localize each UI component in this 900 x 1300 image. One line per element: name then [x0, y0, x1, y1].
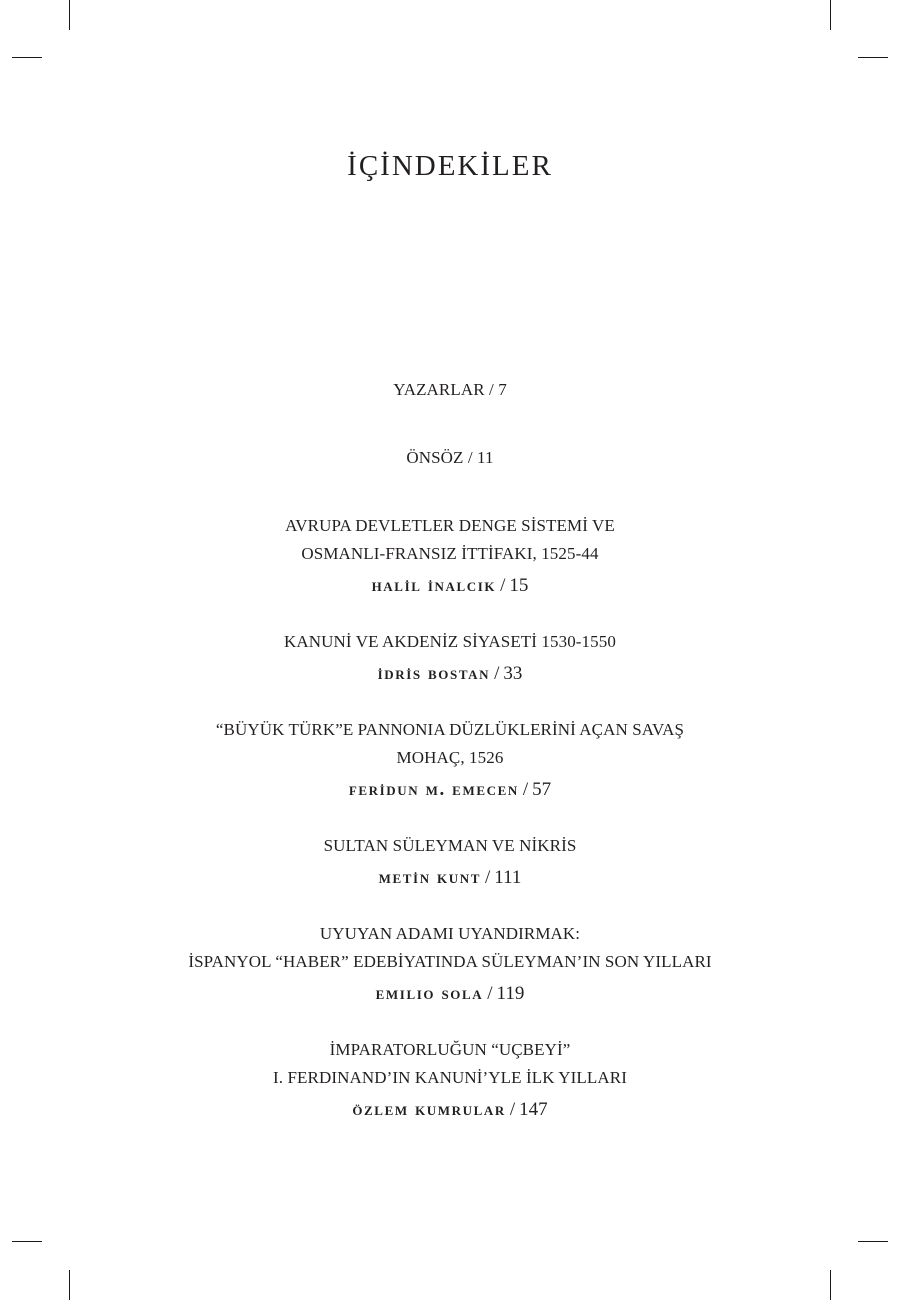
chapter-author-line [0, 778, 900, 802]
chapter-author: i̇dri̇s bostan [377, 663, 491, 684]
crop-mark-top-right [830, 0, 831, 30]
chapter-title-line: “BÜYÜK TÜRK”E PANNONIA DÜZLÜKLERİNİ AÇAN SAVAŞ [215, 720, 685, 739]
chapter-title-line: OSMANLI-FRANSIZ İTTİFAKI, 1525-44 [301, 544, 599, 563]
chapter-author: özlem kumrular [352, 1099, 506, 1120]
chapter-title-line: KANUNİ VE AKDENİZ SİYASETİ 1530-1550 [284, 632, 616, 651]
crop-mark-left-top [12, 57, 42, 58]
chapter-title-line: UYUYAN ADAMI UYANDIRMAK: [319, 924, 581, 943]
toc-chapter-entry[interactable] [0, 920, 900, 1006]
chapter-author: emilio sola [375, 983, 484, 1004]
chapter-author-line [0, 866, 900, 890]
page-title: İÇİNDEKİLER [347, 150, 553, 182]
chapter-title-line: MOHAÇ, 1526 [396, 748, 504, 767]
crop-mark-bottom-left [69, 1270, 70, 1300]
chapter-title-line: I. FERDINAND’IN KANUNİ’YLE İLK YILLARI [273, 1068, 627, 1087]
page-separator: / [487, 983, 493, 1004]
chapter-author-line [0, 982, 900, 1006]
toc-chapter-entry[interactable] [0, 716, 900, 802]
toc-chapter-entry[interactable] [0, 628, 900, 686]
toc-chapter-entry[interactable] [0, 512, 900, 598]
chapter-page-number: 147 [519, 1099, 548, 1120]
toc-entry-authors[interactable] [0, 376, 900, 404]
toc-entry-label: YAZARLAR / 7 [393, 380, 507, 399]
table-of-contents [0, 376, 900, 1152]
chapter-page-number: 57 [532, 779, 552, 800]
chapter-page-number: 33 [503, 663, 523, 684]
chapter-page-number: 15 [509, 575, 529, 596]
page-separator: / [485, 867, 491, 888]
chapter-author-line [0, 662, 900, 686]
crop-mark-right-top [858, 57, 888, 58]
chapter-author: feri̇dun m. emecen [348, 779, 519, 800]
crop-mark-right-bottom [858, 1241, 888, 1242]
toc-entry-label: ÖNSÖZ / 11 [406, 448, 494, 467]
page-separator: / [500, 575, 506, 596]
toc-entry-preface[interactable] [0, 444, 900, 472]
chapter-author-line [0, 1098, 900, 1122]
toc-chapter-entry[interactable] [0, 1036, 900, 1122]
page-separator: / [509, 1099, 516, 1120]
toc-chapter-list [0, 512, 900, 1122]
chapter-title-line: AVRUPA DEVLETLER DENGE SİSTEMİ VE [285, 516, 615, 535]
chapter-title-line: İSPANYOL “HABER” EDEBİYATINDA SÜLEYMAN’IN SON YILLARI [188, 952, 712, 971]
crop-mark-left-bottom [12, 1241, 42, 1242]
toc-chapter-entry[interactable] [0, 832, 900, 890]
page-separator: / [522, 779, 529, 800]
chapter-title-line: İMPARATORLUĞUN “UÇBEYİ” [329, 1040, 571, 1059]
chapter-title-line: SULTAN SÜLEYMAN VE NİKRİS [323, 836, 577, 855]
crop-mark-top-left [69, 0, 70, 30]
chapter-page-number: 119 [496, 983, 525, 1004]
chapter-author: hali̇l i̇nalcik [371, 575, 497, 596]
page-separator: / [494, 663, 500, 684]
chapter-author-line [0, 574, 900, 598]
chapter-page-number: 111 [494, 867, 522, 888]
crop-mark-bottom-right [830, 1270, 831, 1300]
chapter-author: meti̇n kunt [378, 867, 481, 888]
